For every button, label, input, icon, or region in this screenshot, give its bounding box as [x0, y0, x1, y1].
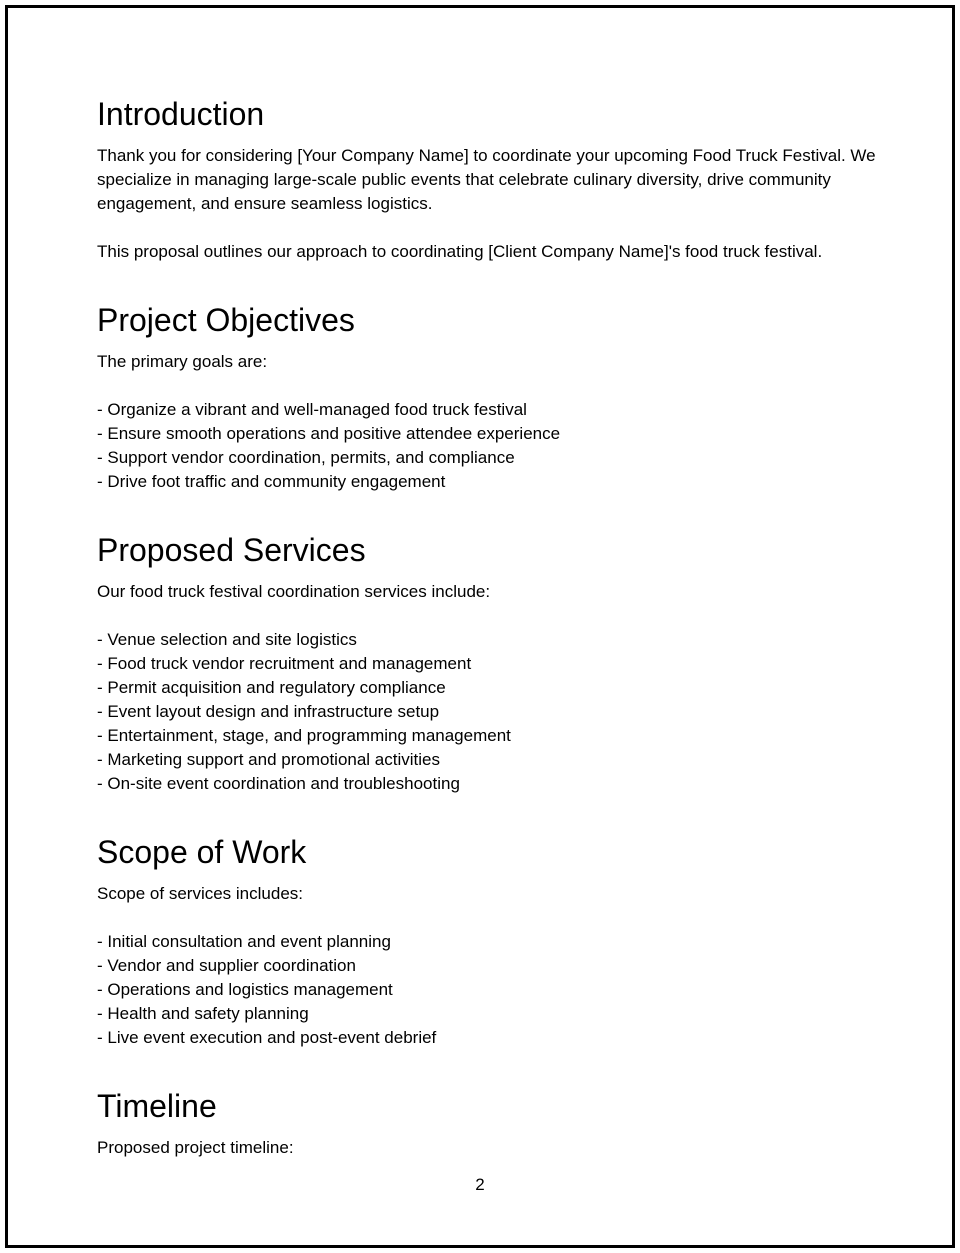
objectives-intro: The primary goals are:: [97, 352, 268, 371]
list-item: - Support vendor coordination, permits, and compliance: [97, 448, 515, 467]
introduction-section: [97, 96, 877, 264]
scope-section: [97, 834, 877, 1050]
services-intro: Our food truck festival coordination services include:: [97, 582, 491, 601]
services-heading: Proposed Services: [97, 532, 366, 568]
document-body: [97, 96, 877, 1160]
timeline-section: [97, 1088, 877, 1160]
introduction-heading: Introduction: [97, 96, 265, 132]
page-number: 2: [475, 1175, 485, 1194]
scope-list: [97, 930, 877, 1050]
list-item: - Marketing support and promotional activities: [97, 750, 440, 769]
list-item: - Vendor and supplier coordination: [97, 956, 356, 975]
list-item: - Drive foot traffic and community engagement: [97, 472, 446, 491]
services-list: [97, 628, 877, 796]
list-item: - On-site event coordination and troubleshooting: [97, 774, 460, 793]
list-item: - Live event execution and post-event debrief: [97, 1028, 437, 1047]
objectives-section: [97, 302, 877, 494]
services-section: [97, 532, 877, 796]
objectives-heading: Project Objectives: [97, 302, 355, 338]
list-item: - Organize a vibrant and well-managed food truck festival: [97, 400, 527, 419]
list-item: - Initial consultation and event planning: [97, 932, 391, 951]
list-item: - Event layout design and infrastructure setup: [97, 702, 440, 721]
introduction-paragraph-1: Thank you for considering [Your Company Name] to coordinate your upcoming Food Truck Festival. We specialize in managing large-scale public events that celebrate culinary diversity, drive community engagement, and ensure seamless logistics.: [97, 146, 876, 213]
list-item: - Food truck vendor recruitment and management: [97, 654, 472, 673]
list-item: - Operations and logistics management: [97, 980, 393, 999]
scope-heading: Scope of Work: [97, 834, 307, 870]
list-item: - Venue selection and site logistics: [97, 630, 357, 649]
list-item: - Ensure smooth operations and positive attendee experience: [97, 424, 561, 443]
timeline-heading: Timeline: [97, 1088, 217, 1124]
introduction-paragraph-2: This proposal outlines our approach to coordinating [Client Company Name]'s food truck festival.: [97, 242, 823, 261]
scope-intro: Scope of services includes:: [97, 884, 303, 903]
list-item: - Entertainment, stage, and programming management: [97, 726, 511, 745]
list-item: - Health and safety planning: [97, 1004, 309, 1023]
timeline-intro: Proposed project timeline:: [97, 1138, 294, 1157]
objectives-list: [97, 398, 877, 494]
list-item: - Permit acquisition and regulatory compliance: [97, 678, 446, 697]
